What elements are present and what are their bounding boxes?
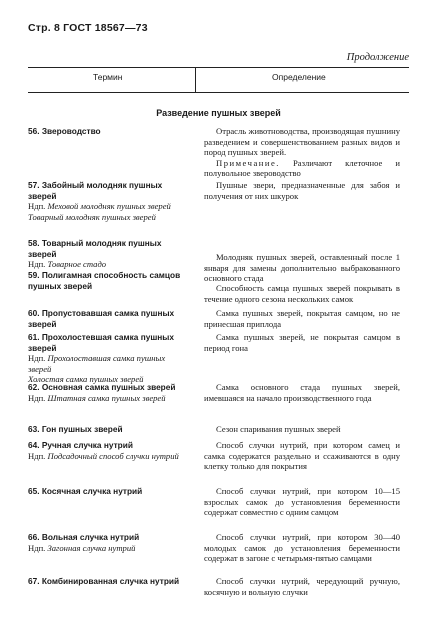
definition-text: Отрасль животноводства, производящая пушнину разведением и совершенствованием разных видов и пород пушных зверей. [204,126,400,157]
term-65 [28,486,188,497]
term-title: 65. Косячная случка нутрий [28,486,143,496]
term-title: 56. Звероводство [28,126,101,136]
term-title: 60. Пропустовавшая самка пушных зверей [28,308,175,329]
definition-note [204,158,400,179]
definition-text: Способ случки нутрий, при котором 30—40 молодых самок до установления беременности содержат в загоне с четырьмя-пятью самцами [204,532,400,563]
synonym-label: Ндп. [28,353,46,363]
page-header: Стр. 8 ГОСТ 18567—73 [28,22,148,34]
table-top-rule [28,67,409,68]
synonym-text: Меховой молодняк пушных зверей [47,201,171,211]
synonym-text: Загонная случка нутрий [47,542,136,553]
header-column-divider [195,67,196,92]
note-text: Различают клеточное и полувольное звероводство [204,157,400,178]
synonym [28,543,188,554]
definition-text: Молодняк пушных зверей, оставленный после 1 января для замены дополнительно выбракованного основного стада [204,252,400,283]
synonym-text: Товарное стадо [47,259,107,269]
definition-text: Сезон спаривания пушных зверей [216,424,341,434]
term-title: 64. Ручная случка нутрий [28,440,133,450]
definition-text: Самка пушных зверей, не покрытая самцом в период гона [204,332,400,353]
term-64 [28,440,188,461]
table-header-rule [28,92,409,93]
term-title: 67. Комбинированная случка нутрий [28,576,180,586]
term-60 [28,308,188,329]
synonym-label: Ндп. [28,450,46,461]
term-67 [28,576,188,587]
definition-63 [204,424,400,435]
definition-56 [204,126,400,179]
term-title: 62. Основная самка пушных зверей [28,382,176,392]
term-56 [28,126,188,137]
term-title: 66. Вольная случка нутрий [28,532,140,542]
definition-67 [204,576,400,597]
synonym-text: Подсадочный способ случки нутрий [47,450,179,461]
synonym-text: Прохолоставшая самка пушных зверей [28,353,166,374]
definition-text: Самка основного стада пушных зверей, имевшаяся на начало производственного года [204,382,400,403]
definition-text: Пушные звери, предназначенные для забоя и получения от них шкурок [204,180,400,201]
term-66 [28,532,188,553]
definition-text: Самка пушных зверей, покрытая самцом, но не принесшая приплода [204,308,400,329]
term-57 [28,180,188,222]
section-title: Разведение пушных зверей [156,108,281,118]
definition-57 [204,180,400,201]
term-title: 58. Товарный молодняк пушных зверей [28,238,162,259]
definition-65 [204,486,400,518]
definition-text: Способ случки нутрий, при котором самец и самка содержатся раздельно и ссаживаются в одну клетку только для покрытия [204,440,400,471]
synonym [28,353,188,374]
note-label: Примечание. [216,157,280,168]
definition-62 [204,382,400,403]
definition-64 [204,440,400,472]
synonym: Холостая самка пушных зверей [28,374,144,384]
column-header-term: Термин [93,72,123,82]
synonym-label: Ндп. [28,392,46,403]
synonym-label: Ндп. [28,259,46,269]
synonym [28,451,188,462]
synonym-label: Ндп. [28,542,46,553]
term-58 [28,238,188,270]
synonym [28,259,188,270]
definition-58 [204,252,400,284]
column-header-definition: Определение [272,72,326,82]
definition-60 [204,308,400,329]
term-63 [28,424,188,435]
term-62 [28,382,188,403]
term-59 [28,270,188,291]
definition-61 [204,332,400,353]
synonym [28,393,188,404]
synonym: Товарный молодняк пушных зверей [28,211,156,222]
definition-text: Способ случки нутрий, чередующий ручную, косячную и вольную случки [204,576,400,597]
term-title: 57. Забойный молодняк пушных зверей [28,180,163,201]
definition-59 [204,283,400,304]
definition-text: Способность самца пушных зверей покрывать в течение одного сезона нескольких самок [204,283,400,304]
synonym-text: Штатная самка пушных зверей [47,392,166,403]
definition-text: Способ случки нутрий, при котором 10—15 взрослых самок до установления беременности содержат совместно с одним самцом [204,486,400,517]
term-title: 63. Гон пушных зверей [28,424,123,434]
definition-66 [204,532,400,564]
synonym-label: Ндп. [28,201,46,211]
term-title: 59. Полигамная способность самцов пушных зверей [28,270,181,291]
continued-label: Продолжение [346,52,409,63]
synonym [28,201,188,212]
term-61 [28,332,188,385]
term-title: 61. Прохолостевшая самка пушных зверей [28,332,174,353]
